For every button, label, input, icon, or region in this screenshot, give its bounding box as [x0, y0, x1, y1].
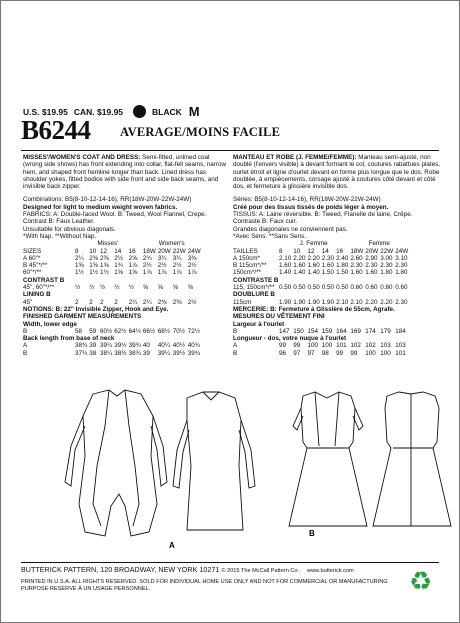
table-cell: 2.40 — [336, 254, 349, 262]
table-row — [23, 299, 203, 306]
table-cell: ½ — [100, 284, 106, 292]
english-yardage-table — [23, 240, 203, 357]
table-cell: 1.60 — [293, 262, 306, 270]
table-cell: 2.20 — [307, 254, 320, 262]
width-rows — [23, 328, 203, 335]
table-row — [23, 262, 203, 269]
table-cell: 1.60 — [365, 269, 378, 277]
table-cell: 102 — [350, 342, 361, 350]
website: www.butterick.com — [307, 568, 354, 574]
group-jfemme: J. Femme — [299, 240, 328, 248]
table-cell: 101 — [336, 342, 347, 350]
table-cell: 2.10 — [350, 298, 363, 306]
black-dot-icon — [133, 105, 146, 118]
table-cell: 2.20 — [380, 298, 393, 306]
table-cell: 1⅞ — [172, 269, 182, 277]
table-cell: 1¾ — [114, 262, 124, 270]
table-cell: 37¾ — [75, 349, 88, 357]
table-cell: 1½ — [89, 269, 99, 277]
table-cell: 2.30 — [395, 262, 408, 270]
row-label: B — [23, 327, 28, 335]
table-row — [23, 342, 203, 349]
table-cell: 0.50 — [279, 284, 292, 292]
table-cell: 39¾ — [128, 342, 141, 350]
company: BUTTERICK PATTERN, 120 BROADWAY, NEW YORK 10271 — [21, 565, 220, 574]
table-cell: 1⅞ — [157, 269, 167, 277]
size-10: 10 — [89, 247, 97, 255]
footer-rule — [21, 562, 439, 563]
row-label: A 150cm* — [233, 254, 260, 262]
english-description — [23, 154, 228, 190]
size-16: 16 — [336, 247, 344, 255]
footer-legal — [21, 579, 406, 593]
table-cell: 2.20 — [365, 298, 378, 306]
english-column — [23, 154, 228, 357]
table-cell: 39½ — [172, 349, 185, 357]
contrast-rows — [23, 284, 203, 291]
cree-pour: Créé pour des tissus tissés de poids léger à moyen. — [233, 203, 389, 211]
table-cell: 98 — [321, 349, 329, 357]
table-cell: 1.90 — [321, 298, 335, 306]
table-row — [233, 284, 410, 291]
group-misses: Misses' — [97, 240, 119, 248]
table-cell: 164 — [336, 327, 347, 335]
table-cell: 39¾ — [187, 349, 200, 357]
table-row — [233, 255, 410, 262]
table-cell: 38¼ — [100, 349, 113, 357]
table-cell: 2⅜ — [89, 254, 99, 262]
table-cell: 96 — [279, 349, 287, 357]
table-cell: 70½ — [172, 327, 185, 335]
table-cell: 103 — [380, 342, 391, 350]
header-rule — [21, 150, 439, 151]
table-cell: 39¼ — [157, 349, 171, 357]
table-row — [23, 269, 203, 276]
row-label: B 45"*/** — [23, 262, 48, 270]
table-cell: 3⅜ — [187, 254, 197, 262]
group-womens: Women's — [158, 240, 185, 248]
table-cell: 3¼ — [157, 254, 167, 262]
table-row — [233, 350, 410, 357]
grandes-diagonales: Grandes diagonales ne conviennent pas. — [233, 225, 348, 233]
contraste-rows — [233, 284, 410, 291]
table-cell: 1.90 — [307, 298, 320, 306]
table-cell: 64½ — [128, 327, 141, 335]
color-label: BLACK — [152, 106, 182, 117]
table-cell: 2¼ — [75, 254, 84, 262]
table-cell: 1.40 — [279, 269, 292, 277]
table-cell: 59 — [89, 327, 97, 335]
table-cell: 184 — [395, 327, 406, 335]
footer-company-line — [21, 565, 439, 574]
size-12: 12 — [100, 247, 108, 255]
table-cell: 38¾ — [75, 342, 88, 350]
table-cell: 1.80 — [380, 269, 393, 277]
row-label: 45", 60"*/** — [23, 284, 55, 292]
width-heading: Width, lower edge — [23, 320, 77, 328]
tissus: TISSUS: A: Laine réversible. B: Tweed, Flanelle de laine, Crêpe. Contraste B: Faux cuir. — [233, 211, 413, 226]
fabrics: FABRICS: A: Double-faced Wool. B: Tweed, Wool Flannel, Crepe. Contrast B: Faux Leather. — [23, 211, 207, 226]
table-cell: 1⅞ — [142, 269, 152, 277]
copyright: © 2015 The McCall Pattern Co. — [221, 568, 300, 574]
table-cell: 2¾ — [142, 254, 152, 262]
table-cell: 38¾ — [128, 349, 141, 357]
table-cell: ⅝ — [172, 284, 178, 292]
table-cell: 101 — [395, 349, 406, 357]
table-cell: 2.10 — [279, 254, 292, 262]
table-cell: 159 — [321, 327, 333, 335]
table-cell: 150 — [293, 327, 304, 335]
contraste-b-heading: CONTRASTE B — [233, 276, 279, 284]
table-cell: 0.50 — [293, 284, 306, 292]
table-cell: 100 — [380, 349, 391, 357]
table-cell: 100 — [365, 349, 376, 357]
table-cell: 66½ — [142, 327, 156, 335]
table-cell: ⅝ — [142, 284, 149, 292]
table-cell: 2 — [89, 298, 93, 306]
size-22W: 22W — [172, 247, 186, 255]
largeur-heading: Largeur à l'ourlet — [233, 320, 285, 328]
table-cell: 2⅜ — [100, 254, 109, 262]
table-cell: 1.50 — [321, 269, 335, 277]
table-cell: 40 — [142, 342, 150, 350]
table-cell: 1⅝ — [89, 262, 99, 270]
doublure-b-heading: DOUBLURE B — [233, 291, 275, 299]
english-description-text: Semi-fitted, unlined coat (wrong side shows) has front extending into collar, flat-fell seams, narrow hem, and shaped front hemline longer than back. Lined dress has shoulder yokes, fitted bodice with side front and side back seams, and invisible back zipper. — [23, 154, 226, 191]
table-cell: 2.90 — [365, 254, 378, 262]
nap-note: *With Nap. **Without Nap. — [23, 232, 97, 240]
size-14: 14 — [321, 247, 329, 255]
row-label: 115, 150cm*/** — [233, 284, 275, 292]
series: Séries: B5(8-10-12-14-16), RR(18W-20W-22W-24W) — [233, 196, 381, 204]
table-cell: 2.30 — [380, 262, 393, 270]
size-8: 8 — [75, 247, 79, 255]
table-row — [233, 342, 410, 349]
table-cell: 58 — [75, 327, 83, 335]
table-cell: 0.50 — [307, 284, 320, 292]
table-cell: 1⅞ — [128, 262, 138, 270]
table-cell: 2¼ — [142, 298, 152, 306]
tailles-row — [233, 248, 410, 255]
view-a-label: A — [169, 541, 175, 550]
row-label: 60"*/** — [23, 269, 42, 277]
mesures-heading: MESURES DU VÊTEMENT FINI — [233, 313, 325, 321]
table-cell: 1.90 — [293, 298, 306, 306]
difficulty-label: AVERAGE/MOINS FACILE — [120, 125, 281, 139]
size-16: 16 — [128, 247, 136, 255]
recycle-icon: ♻ — [409, 566, 433, 596]
contrast-b-heading: CONTRAST B — [23, 276, 65, 284]
group-femme: Femme — [368, 240, 390, 248]
table-cell: 1.40 — [293, 269, 306, 277]
longueur-heading: Longueur - dos, votre nuque à l'ourlet — [233, 335, 347, 343]
french-column — [233, 154, 441, 357]
table-cell: 1.60 — [350, 269, 363, 277]
table-cell: ½ — [114, 284, 120, 292]
price-us: U.S. $19.95 — [23, 106, 68, 117]
table-cell: 2¼ — [128, 298, 138, 306]
table-cell: 2.10 — [336, 298, 349, 306]
row-label: B — [233, 327, 238, 335]
coat-view-a — [65, 390, 255, 536]
finished-heading: FINISHED GARMENT MEASUREMENTS — [23, 313, 142, 321]
back-length-rows — [23, 342, 203, 357]
table-cell: 1.80 — [395, 269, 408, 277]
tailles-label: TAILLES — [233, 247, 258, 255]
size-18W: 18W — [350, 247, 364, 255]
table-cell: 1½ — [100, 269, 109, 277]
table-cell: 2.30 — [365, 262, 378, 270]
size-14: 14 — [114, 247, 122, 255]
table-cell: 39¼ — [100, 342, 113, 350]
table-cell: 179 — [380, 327, 391, 335]
table-cell: 2½ — [187, 262, 197, 270]
table-cell: 103 — [395, 342, 406, 350]
back-length-heading: Back length from base of neck — [23, 335, 115, 343]
table-cell: 0.60 — [365, 284, 378, 292]
size-8: 8 — [279, 247, 283, 255]
row-label: 115cm — [233, 298, 252, 306]
table-cell: 2.20 — [293, 254, 306, 262]
table-cell: 62½ — [114, 327, 127, 335]
mercerie: MERCERIE: B: Fermeture à Glissière de 55cm, Agrafe. — [233, 305, 395, 313]
table-cell: 3¼ — [172, 254, 182, 262]
table-cell: 2½ — [142, 262, 152, 270]
table-cell: 1.60 — [321, 262, 335, 270]
table-cell: 99 — [279, 342, 287, 350]
table-cell: 1.90 — [279, 298, 292, 306]
table-cell: 39 — [89, 342, 97, 350]
french-metrage-table — [233, 240, 410, 357]
table-cell: 3.00 — [380, 254, 393, 262]
french-description — [233, 154, 441, 190]
size-24W: 24W — [187, 247, 201, 255]
size-24W: 24W — [395, 247, 409, 255]
table-cell: 39 — [142, 349, 150, 357]
table-row — [23, 328, 203, 335]
dress-view-b — [289, 392, 451, 526]
price-can: CAN. $19.95 — [73, 106, 124, 117]
table-cell: 2½ — [172, 262, 182, 270]
table-cell: 0.50 — [321, 284, 335, 292]
table-cell: 38½ — [114, 349, 127, 357]
table-cell: 100 — [307, 342, 319, 350]
lining-b-heading: LINING B — [23, 291, 51, 299]
table-cell: 40¾ — [187, 342, 200, 350]
designed-for: Designed for light to medium weight woven fabrics. — [23, 203, 178, 211]
table-cell: 2 — [100, 298, 104, 306]
row-label: A — [23, 342, 28, 350]
table-cell: 99 — [293, 342, 301, 350]
size-22W: 22W — [380, 247, 394, 255]
doublure-rows — [233, 299, 410, 306]
size-12: 12 — [307, 247, 315, 255]
table-cell: 40½ — [172, 342, 185, 350]
table-cell: 0.50 — [336, 284, 349, 292]
table-cell: 2.30 — [395, 298, 408, 306]
table-cell: 2.30 — [350, 262, 363, 270]
table-cell: 1.40 — [307, 269, 320, 277]
legal-text: PRINTED IN U.S.A. ALL RIGHTS RESERVED. SOLD FOR INDIVIDUAL HOME USE ONLY AND NOT FOR COMMERCIAL OR MANUFACTURING PURPOSE RESERVE À UN USAGE PERSONNEL. — [21, 579, 388, 592]
yardage-rows — [23, 255, 203, 277]
table-row — [233, 269, 410, 276]
table-cell: 72½ — [187, 327, 200, 335]
view-b-label: B — [309, 529, 315, 538]
french-description-text: Manteau semi-ajusté, non doublé (l'envers visible) à devant formant le col, coutures rabattues plates, ourlet étroit et ligne d'ourlet devant en forme plus longue que le dos. Robe doublée, à empiècements, corsage ajusté à coutures côté devant et côté dos, et fermeture à glissière invisible dos. — [233, 154, 441, 191]
table-cell: 0.60 — [350, 284, 363, 292]
table-cell: 2½ — [114, 254, 124, 262]
table-cell: 99 — [350, 349, 358, 357]
table-cell: 39½ — [114, 342, 127, 350]
table-cell: 0.60 — [395, 284, 408, 292]
table-cell: 1⅝ — [100, 262, 109, 270]
table-cell: 1⅝ — [128, 269, 138, 277]
notions: NOTIONS: B: 22" Invisible Zipper, Hook and Eye. — [23, 305, 169, 313]
table-cell: 97 — [307, 349, 315, 357]
table-row — [233, 299, 410, 306]
longueur-rows — [233, 342, 410, 357]
table-cell: 1⅝ — [114, 269, 124, 277]
table-cell: 68½ — [157, 327, 171, 335]
table-cell: 2½ — [157, 262, 167, 270]
size-18W: 18W — [142, 247, 156, 255]
combinations: Combinations: B5(8-10-12-14-16), RR(18W-20W-22W-24W) — [23, 196, 192, 204]
table-cell: 99 — [336, 349, 344, 357]
table-cell: 3.10 — [395, 254, 408, 262]
row-label: B — [233, 349, 238, 357]
table-cell: 1⅞ — [187, 269, 197, 277]
size-20W: 20W — [365, 247, 379, 255]
size-20W: 20W — [157, 247, 171, 255]
table-row — [233, 328, 410, 335]
brand-mark: M — [188, 104, 200, 119]
table-row — [23, 284, 203, 291]
size-10: 10 — [293, 247, 301, 255]
table-cell: 97 — [293, 349, 301, 357]
table-cell: 102 — [365, 342, 376, 350]
table-cell: 1.60 — [307, 262, 320, 270]
table-cell: 60½ — [100, 327, 113, 335]
french-title: MANTEAU ET ROBE (J. FEMME/FEMME): — [233, 154, 357, 161]
lining-rows — [23, 299, 203, 306]
table-cell: 0.60 — [380, 284, 393, 292]
table-cell: 147 — [279, 327, 290, 335]
largeur-rows — [233, 328, 410, 335]
table-row — [23, 350, 203, 357]
table-cell: 38 — [89, 349, 97, 357]
table-cell: 2 — [75, 298, 79, 306]
table-cell: 40¼ — [157, 342, 171, 350]
row-label: A — [233, 342, 238, 350]
row-label: 150cm*/** — [233, 269, 262, 277]
table-cell: 1.50 — [336, 269, 349, 277]
pattern-number: B6244 — [21, 115, 91, 145]
table-cell: 2 — [114, 298, 118, 306]
row-label: 45" — [23, 298, 33, 306]
table-cell: ½ — [89, 284, 95, 292]
row-label: B 115cm*/** — [233, 262, 267, 270]
table-cell: 1½ — [75, 269, 84, 277]
table-cell: ⅝ — [187, 284, 193, 292]
sizes-label: SIZES — [23, 247, 42, 255]
english-title: MISSES'/WOMEN'S COAT AND DRESS: — [23, 154, 141, 161]
table-cell: ½ — [75, 284, 81, 292]
table-cell: 2⅝ — [128, 254, 138, 262]
unsuitable: Unsuitable for obvious diagonals. — [23, 225, 116, 233]
row-label: B — [23, 349, 28, 357]
table-cell: 1.80 — [336, 262, 349, 270]
table-cell: 2.30 — [321, 254, 335, 262]
table-cell: 100 — [321, 342, 333, 350]
technical-drawings — [1, 386, 460, 556]
table-cell: 2⅜ — [157, 298, 167, 306]
table-cell: 154 — [307, 327, 319, 335]
table-cell: 2⅜ — [172, 298, 182, 306]
table-cell: 174 — [365, 327, 376, 335]
metrage-rows — [233, 255, 410, 277]
sizes-row — [23, 248, 203, 255]
table-cell: 2.60 — [350, 254, 363, 262]
table-cell: 169 — [350, 327, 361, 335]
sens-note: *Avec Sens. **Sans Sens. — [233, 232, 307, 240]
table-cell: ⅝ — [157, 284, 164, 292]
table-cell: 1.60 — [279, 262, 292, 270]
table-cell: 2½ — [187, 298, 197, 306]
table-cell: 1⅝ — [75, 262, 84, 270]
table-row — [233, 262, 410, 269]
row-label: A 60"* — [23, 254, 41, 262]
table-cell: ½ — [128, 284, 134, 292]
